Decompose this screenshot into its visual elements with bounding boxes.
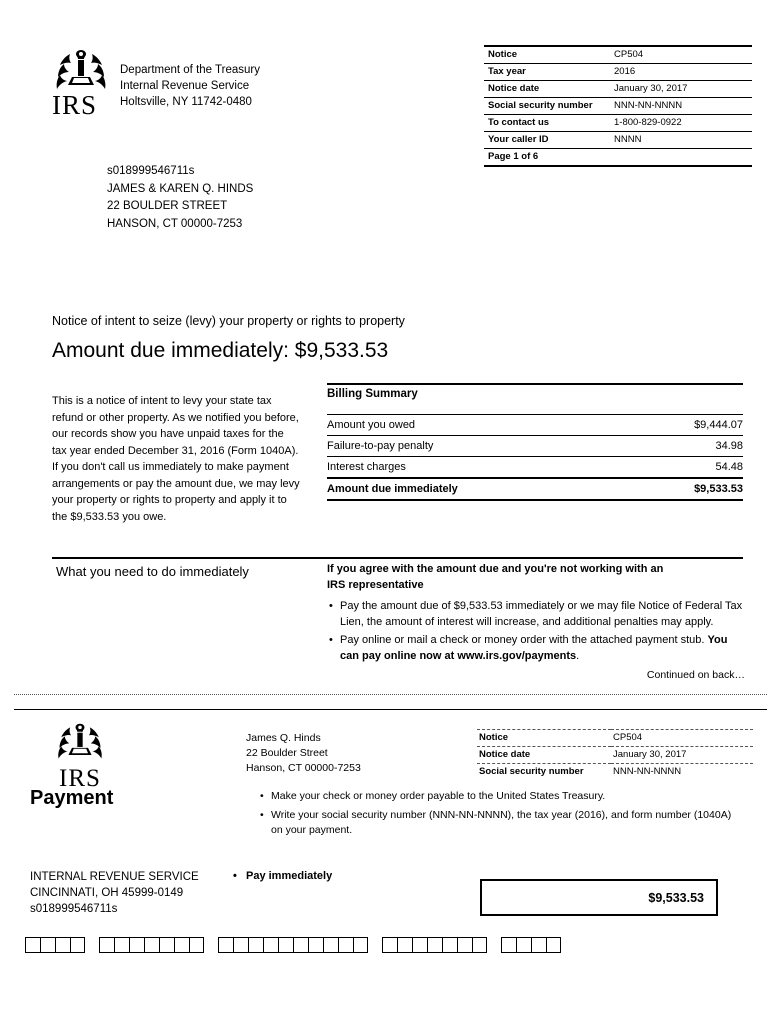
stub-instructions [258, 789, 738, 842]
tear-off-dotted-line [14, 694, 767, 695]
todo-heading-line-1: If you agree with the amount due and you're not working with an [327, 563, 664, 575]
ocr-box-cell [308, 937, 323, 953]
table-row [484, 81, 752, 98]
ocr-box-cell [397, 937, 412, 953]
stub-payer-street: 22 Boulder Street [246, 747, 328, 759]
todo-section-rule [52, 557, 743, 559]
stub-irs-eagle-logo [52, 722, 108, 791]
table-row [484, 98, 752, 115]
todo-section-content [327, 561, 745, 683]
agency-line-3: Holtsville, NY 11742-0480 [120, 96, 252, 108]
ocr-box-cell [442, 937, 457, 953]
tax-year-label: Tax year [484, 64, 610, 81]
ocr-box-cell [338, 937, 353, 953]
ocr-box-cell [457, 937, 472, 953]
ocr-box-cell [501, 937, 516, 953]
notice-value: CP504 [610, 46, 752, 64]
ocr-box-cell [114, 937, 129, 953]
ocr-box-group [218, 937, 368, 953]
stub-notice-label: Notice [477, 730, 611, 747]
ocr-box-cell [323, 937, 338, 953]
recipient-barcode-line: s018999546711s [107, 165, 195, 177]
stub-ssn-label: Social security number [477, 764, 611, 781]
stub-ssn-value: NNN-NN-NNNN [611, 764, 753, 781]
irs-eagle-logo [52, 48, 110, 119]
stub-payer-name: James Q. Hinds [246, 732, 321, 744]
table-row [484, 64, 752, 81]
todo-heading-line-2: IRS representative [327, 579, 424, 591]
payment-amount-value: $9,533.53 [648, 891, 704, 905]
notice-label: Notice [484, 46, 610, 64]
billing-row-amount: $9,444.07 [630, 415, 743, 436]
billing-row-label: Failure-to-pay penalty [327, 436, 630, 457]
tax-year-value: 2016 [610, 64, 752, 81]
billing-row-label: Interest charges [327, 457, 630, 479]
caller-id-label: Your caller ID [484, 132, 610, 149]
bullet2-bold-link[interactable]: You can pay online now at www.irs.gov/payments [340, 634, 728, 662]
billing-summary-title: Billing Summary [327, 383, 743, 414]
stub-notice-table [477, 729, 753, 780]
ocr-box-cell [99, 937, 114, 953]
table-row [477, 764, 753, 781]
page-title: Amount due immediately: $9,533.53 [52, 339, 389, 362]
ocr-box-cell [278, 937, 293, 953]
ocr-box-group [99, 937, 204, 953]
agency-address [120, 48, 260, 110]
agency-line-1: Department of the Treasury [120, 64, 260, 76]
ocr-box-cell [263, 937, 278, 953]
irs-mail-line-3: s018999546711s [30, 903, 118, 915]
ocr-box-cell [189, 937, 204, 953]
billing-row-label: Amount you owed [327, 415, 630, 436]
ocr-box-group [501, 937, 561, 953]
table-row [327, 415, 743, 436]
ocr-box-cell [516, 937, 531, 953]
list-item [340, 633, 745, 664]
ocr-scanline-boxes [25, 937, 575, 953]
table-row-total [327, 478, 743, 500]
contact-label: To contact us [484, 115, 610, 132]
payment-amount-box[interactable] [480, 879, 718, 916]
billing-row-amount: 54.48 [630, 457, 743, 479]
table-row [327, 457, 743, 479]
billing-total-label: Amount due immediately [327, 478, 630, 500]
ocr-box-cell [353, 937, 368, 953]
irs-mail-line-2: CINCINNATI, OH 45999-0149 [30, 887, 184, 899]
billing-total-amount: $9,533.53 [630, 478, 743, 500]
ocr-box-cell [40, 937, 55, 953]
ocr-box-cell [412, 937, 427, 953]
table-row [484, 46, 752, 64]
page-number-value [610, 149, 752, 167]
bullet2-lead: Pay online or mail a check or money order with the attached payment stub. [340, 634, 708, 646]
page-number-label: Page 1 of 6 [484, 149, 610, 167]
notice-subtitle: Notice of intent to seize (levy) your property or rights to property [52, 314, 405, 328]
headline-block [52, 312, 742, 365]
agency-line-2: Internal Revenue Service [120, 80, 250, 92]
notice-date-value: January 30, 2017 [610, 81, 752, 98]
list-item: • Make your check or money order payable to the United States Treasury. [271, 789, 738, 805]
ocr-box-cell [159, 937, 174, 953]
ocr-box-cell [531, 937, 546, 953]
ocr-box-cell [218, 937, 233, 953]
recipient-name: JAMES & KAREN Q. HINDS [107, 182, 254, 195]
table-row [484, 149, 752, 167]
ocr-box-cell [144, 937, 159, 953]
ocr-box-cell [382, 937, 397, 953]
ocr-box-cell [472, 937, 487, 953]
stub-irs-wordmark: IRS [59, 765, 101, 792]
ocr-box-cell [427, 937, 442, 953]
stub-notice-date-value: January 30, 2017 [611, 747, 753, 764]
irs-mailing-address [30, 869, 199, 917]
todo-bullet-list [327, 599, 745, 664]
ocr-box-cell [293, 937, 308, 953]
ocr-box-cell [248, 937, 263, 953]
tear-off-solid-line [14, 709, 767, 710]
list-item: • Write your social security number (NNN-NN-NNNN), the tax year (2016), and form number (1040A) on your payment. [271, 808, 738, 839]
table-row [477, 747, 753, 764]
intro-paragraph: This is a notice of intent to levy your state tax refund or other property. As we notified you before, our records show you have unpaid taxes for the tax year ended December 31, 2016 (Form 1040A). If you don't call us immediately to make payment arrangements or pay the amount due, we may levy your property or rights to property and apply it to the $9,533.53 you owe. [52, 395, 300, 523]
notice-date-label: Notice date [484, 81, 610, 98]
table-row [327, 436, 743, 457]
ocr-box-cell [25, 937, 40, 953]
list-item: • Pay the amount due of $9,533.53 immediately or we may file Notice of Federal Tax Lien, the amount of interest will increase, and additional penalties may apply. [340, 599, 745, 630]
ocr-box-cell [129, 937, 144, 953]
notice-info-table [484, 45, 752, 167]
irs-mail-line-1: INTERNAL REVENUE SERVICE [30, 871, 199, 883]
ssn-label: Social security number [484, 98, 610, 115]
ocr-box-group [25, 937, 85, 953]
stub-notice-value: CP504 [611, 730, 753, 747]
ocr-box-cell [70, 937, 85, 953]
table-row [484, 115, 752, 132]
irs-wordmark: IRS [52, 90, 98, 120]
recipient-city-state-zip: HANSON, CT 00000-7253 [107, 217, 243, 230]
ocr-box-cell [233, 937, 248, 953]
continued-on-back-note: Continued on back… [646, 669, 745, 681]
stub-payment-heading: Payment [30, 787, 114, 809]
stub-bullet-list [258, 789, 738, 839]
todo-heading [327, 561, 745, 593]
table-row [484, 132, 752, 149]
table-row [477, 730, 753, 747]
ssn-value: NNN-NN-NNNN [610, 98, 752, 115]
pay-immediately-label: • Pay immediately [246, 870, 332, 882]
billing-summary-table [327, 414, 743, 501]
ocr-box-cell [174, 937, 189, 953]
stub-notice-date-label: Notice date [477, 747, 611, 764]
todo-section-label: What you need to do immediately [56, 564, 249, 579]
billing-row-amount: 34.98 [630, 436, 743, 457]
ocr-box-cell [546, 937, 561, 953]
ocr-box-cell [55, 937, 70, 953]
recipient-street: 22 BOULDER STREET [107, 200, 228, 212]
billing-summary [327, 383, 743, 501]
recipient-address-block [107, 163, 253, 233]
contact-value: 1-800-829-0922 [610, 115, 752, 132]
caller-id-value: NNNN [610, 132, 752, 149]
masthead [52, 48, 260, 119]
bullet2-tail: . [576, 649, 580, 662]
ocr-box-group [382, 937, 487, 953]
stub-payer-address [246, 731, 361, 776]
stub-payer-city-state-zip: Hanson, CT 00000-7253 [246, 762, 361, 774]
